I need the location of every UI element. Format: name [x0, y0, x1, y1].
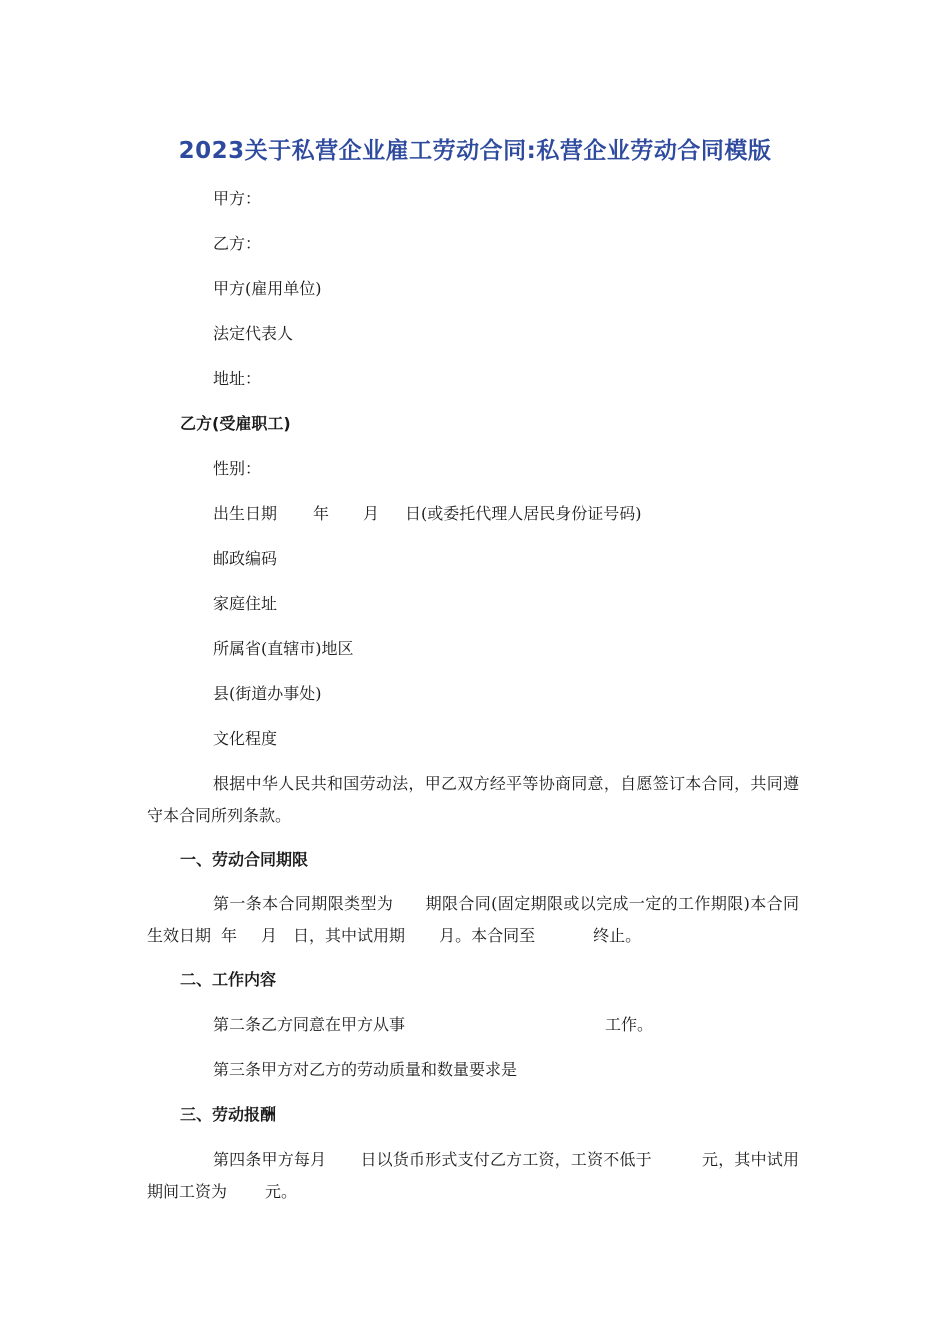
- art1-year: 年: [221, 926, 238, 945]
- gender-label: 性别：: [213, 459, 262, 478]
- county-label: 县(街道办事处): [213, 684, 322, 703]
- section2-heading: 二、工作内容: [180, 970, 277, 989]
- art2-part1: 第二条乙方同意在甲方从事: [213, 1015, 406, 1034]
- art2-part2: 工作。: [605, 1015, 654, 1034]
- employer-label: 甲方(雇用单位): [213, 279, 322, 298]
- art4-part3: 元，其中试用期间工资为: [147, 1150, 799, 1201]
- art4-part1: 第四条甲方每月: [213, 1150, 327, 1169]
- art1-part5: 终止。: [593, 926, 642, 945]
- birth-label: 出生日期: [213, 504, 278, 523]
- birth-month: 月: [363, 504, 380, 523]
- article4-paragraph: [147, 1144, 799, 1208]
- art1-month: 月: [261, 926, 278, 945]
- article3-line: 第三条甲方对乙方的劳动质量和数量要求是: [213, 1060, 518, 1079]
- education-label: 文化程度: [213, 729, 278, 748]
- province-label: 所属省(直辖市)地区: [213, 639, 354, 658]
- birth-day-note: 日(或委托代理人居民身份证号码): [405, 504, 642, 523]
- employee-heading: 乙方(受雇职工): [180, 414, 291, 433]
- address-label: 地址：: [213, 369, 262, 388]
- party-a-label: 甲方：: [213, 189, 262, 208]
- art1-part2: 期限合同(固定期限或以完成一定的工作期限)本合同生效日期: [147, 894, 799, 945]
- birth-date-line: [213, 504, 642, 524]
- birth-year: 年: [313, 504, 330, 523]
- article2-line: [213, 1015, 653, 1035]
- article1-paragraph: [147, 888, 799, 952]
- postal-code-label: 邮政编码: [213, 549, 278, 568]
- section1-heading: 一、劳动合同期限: [180, 850, 309, 869]
- legal-rep-label: 法定代表人: [213, 324, 294, 343]
- art1-part1: 第一条本合同期限类型为: [213, 894, 394, 913]
- art4-part4: 元。: [265, 1182, 298, 1201]
- home-address-label: 家庭住址: [213, 594, 278, 613]
- party-b-label: 乙方：: [213, 234, 262, 253]
- art1-part4: 月。本合同至: [439, 926, 536, 945]
- document-title: 2023关于私营企业雇工劳动合同:私营企业劳动合同模版: [178, 138, 772, 164]
- art4-part2: 日以货币形式支付乙方工资，工资不低于: [360, 1150, 652, 1169]
- intro-paragraph: 根据中华人民共和国劳动法，甲乙双方经平等协商同意，自愿签订本合同，共同遵守本合同所列条款。: [147, 774, 799, 825]
- section3-heading: 三、劳动报酬: [180, 1105, 277, 1124]
- art1-part3: 日，其中试用期: [293, 926, 406, 945]
